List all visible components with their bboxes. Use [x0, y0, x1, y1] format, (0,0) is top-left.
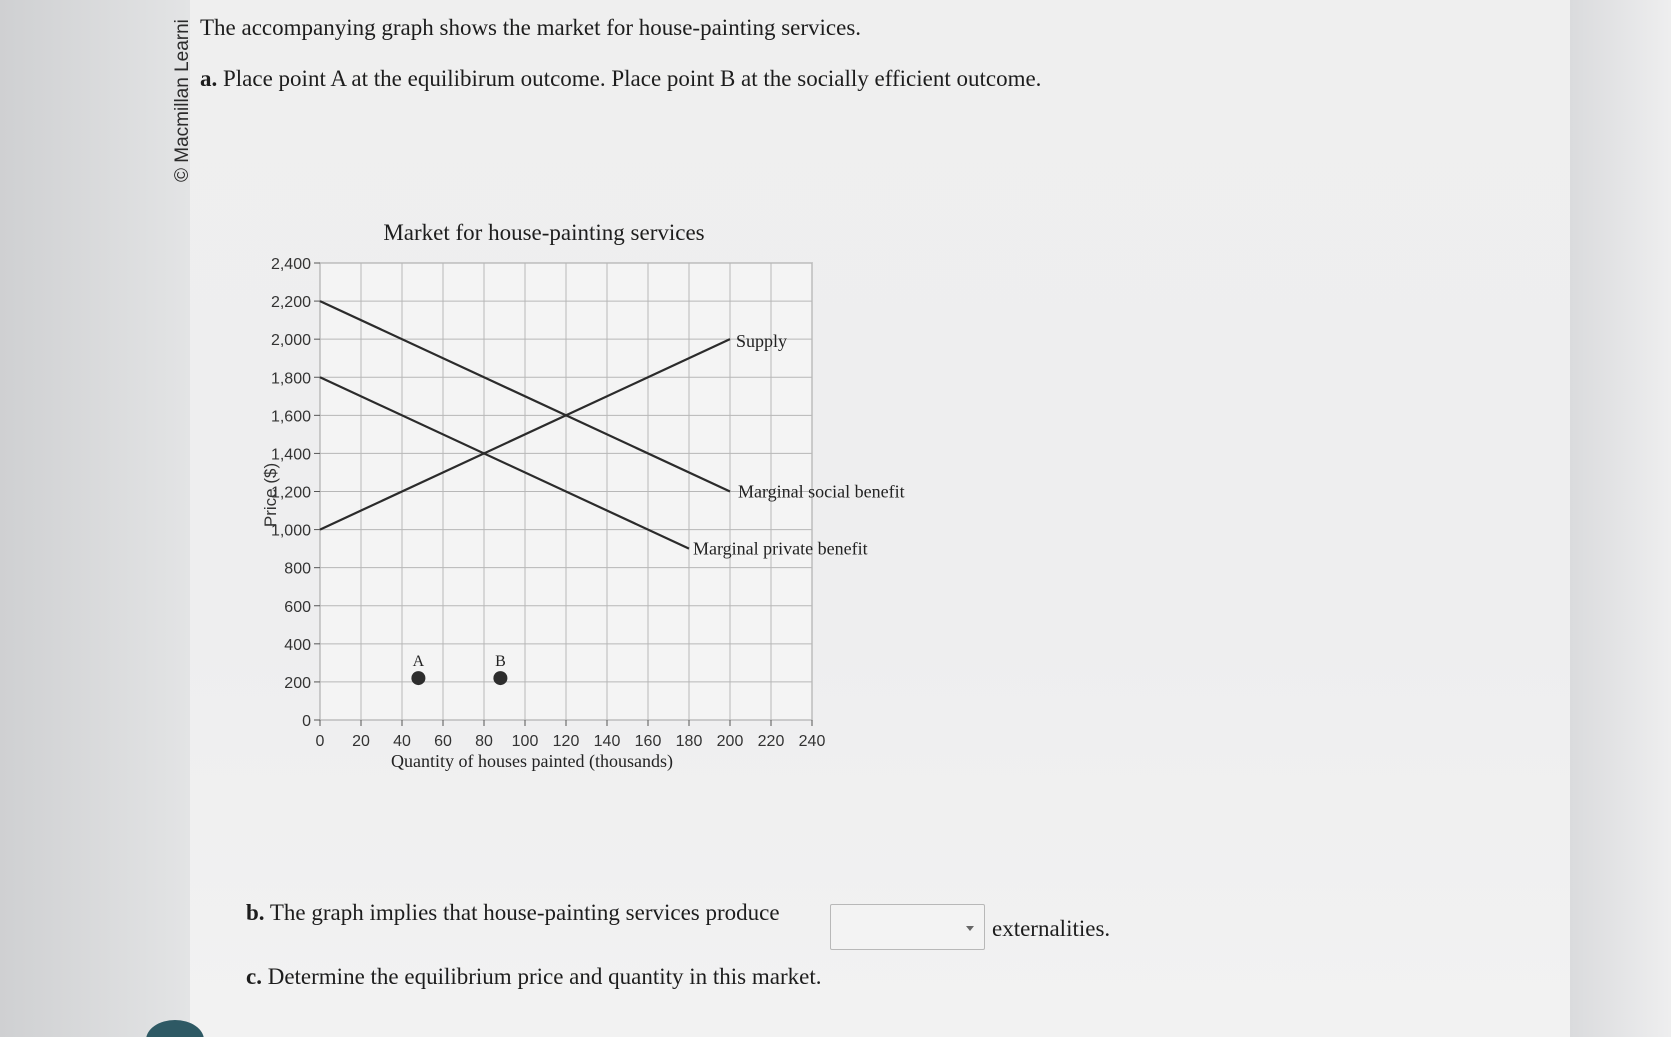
- chart-title: Market for house-painting services: [383, 220, 705, 245]
- y-tick-label: 1,800: [270, 370, 311, 388]
- y-tick-label: 1,200: [270, 484, 311, 502]
- point-label: B: [495, 653, 506, 671]
- y-tick-label: 2,200: [270, 294, 311, 312]
- part-b-text: The graph implies that house-painting services produce: [264, 900, 780, 925]
- question-intro: The accompanying graph shows the market for house-painting services.: [200, 15, 862, 40]
- y-axis-label: Price ($): [261, 462, 280, 528]
- x-tick-label: 240: [798, 733, 826, 750]
- part-b-suffix: externalities.: [992, 916, 1111, 941]
- x-tick-label: 20: [352, 733, 370, 750]
- x-tick-label: 140: [593, 733, 621, 750]
- x-tick-label: 80: [475, 733, 493, 750]
- y-tick-label: 1,400: [270, 446, 311, 464]
- y-tick-label: 2,000: [270, 332, 311, 350]
- part-a-label: a.: [200, 66, 218, 91]
- point-marker: [411, 671, 425, 685]
- point-a[interactable]: [411, 653, 425, 685]
- y-tick-label: 800: [284, 560, 311, 578]
- point-label: A: [412, 653, 425, 671]
- x-tick-label: 40: [393, 733, 411, 750]
- x-tick-label: 200: [716, 733, 744, 750]
- y-tick-label: 1,000: [270, 522, 311, 540]
- y-tick-label: 200: [284, 674, 311, 692]
- series-label-2: Marginal social benefit: [738, 481, 905, 502]
- x-axis-label: Quantity of houses painted (thousands): [391, 751, 673, 771]
- part-c-text: Determine the equilibrium price and quantity in this market.: [261, 964, 822, 989]
- y-tick-label: 2,400: [270, 256, 311, 273]
- part-c-label: c.: [246, 964, 262, 989]
- x-tick-label: 120: [552, 733, 580, 750]
- x-tick-label: 100: [511, 733, 539, 750]
- part-a-text: Place point A at the equilibirum outcome. Place point B at the socially efficient outcome.: [217, 66, 1042, 91]
- chevron-down-icon: [966, 926, 974, 931]
- x-tick-label: 60: [434, 733, 452, 750]
- x-tick-label: 180: [675, 733, 703, 750]
- y-tick-label: 0: [302, 713, 311, 730]
- point-marker: [493, 671, 507, 685]
- series-label-1: Supply: [736, 331, 788, 352]
- point-b[interactable]: [493, 653, 507, 685]
- part-b-label: b.: [246, 900, 265, 925]
- x-tick-label: 220: [757, 733, 785, 750]
- copyright-text: © Macmillan Learni: [172, 19, 193, 182]
- y-tick-label: 600: [284, 598, 311, 616]
- part-b-prompt: [246, 900, 780, 926]
- y-tick-label: 400: [284, 636, 311, 654]
- series-label-3: Marginal private benefit: [693, 538, 868, 559]
- externality-dropdown[interactable]: [830, 904, 985, 950]
- x-tick-label: 0: [315, 733, 325, 750]
- part-c-prompt: [246, 964, 821, 990]
- x-tick-label: 160: [634, 733, 662, 750]
- y-tick-label: 1,600: [270, 408, 311, 426]
